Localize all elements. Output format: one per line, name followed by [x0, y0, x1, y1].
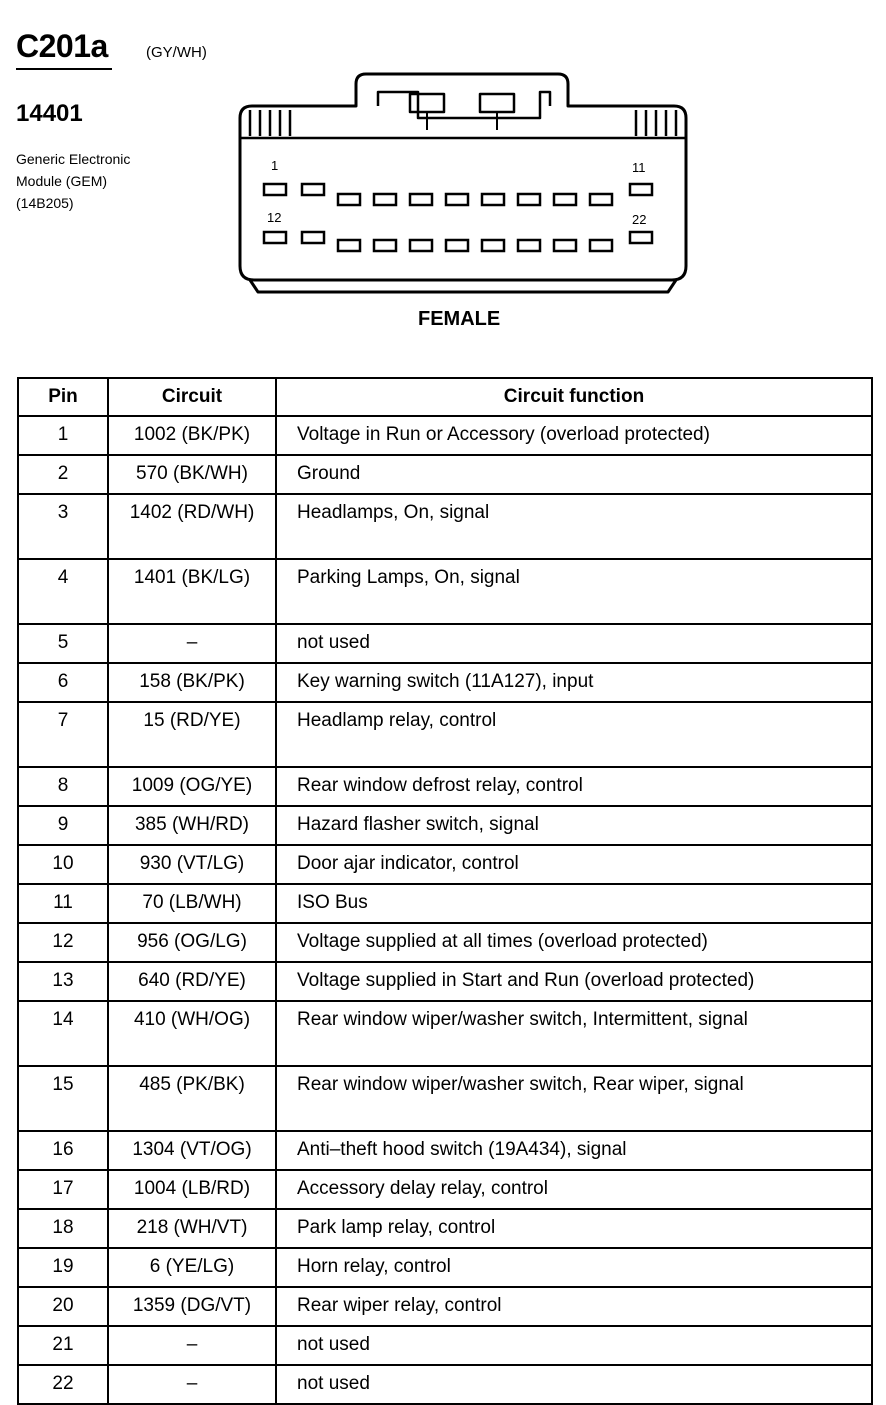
pin-cell: 17 [18, 1170, 108, 1209]
header-circuit-function: Circuit function [276, 378, 872, 416]
pin-cell: 12 [18, 923, 108, 962]
table-row [18, 767, 872, 806]
circuit-cell: 218 (WH/VT) [108, 1209, 276, 1248]
circuit-cell: 1359 (DG/VT) [108, 1287, 276, 1326]
pin-cell: 10 [18, 845, 108, 884]
pin-cell: 19 [18, 1248, 108, 1287]
pin-cell: 22 [18, 1365, 108, 1404]
table-row [18, 1066, 872, 1131]
function-cell: Rear wiper relay, control [276, 1287, 872, 1326]
wire-color: (GY/WH) [146, 44, 207, 61]
pin-cavity-21 [590, 240, 612, 251]
pin-cavity-18 [482, 240, 504, 251]
function-cell: Rear window wiper/washer switch, Rear wiper, signal [276, 1066, 872, 1131]
table-row [18, 806, 872, 845]
table-row [18, 624, 872, 663]
table-row [18, 1287, 872, 1326]
pin-cell: 16 [18, 1131, 108, 1170]
circuit-cell: 570 (BK/WH) [108, 455, 276, 494]
table-row [18, 1326, 872, 1365]
connector-face-diagram [228, 66, 698, 296]
table-row [18, 1131, 872, 1170]
function-cell: Park lamp relay, control [276, 1209, 872, 1248]
table-row [18, 1365, 872, 1404]
table-row [18, 845, 872, 884]
pin-cell: 20 [18, 1287, 108, 1326]
pin-cell: 2 [18, 455, 108, 494]
pin-cell: 6 [18, 663, 108, 702]
pin-cavity-2 [302, 184, 324, 195]
circuit-cell: – [108, 1326, 276, 1365]
circuit-cell: – [108, 1365, 276, 1404]
function-cell: not used [276, 1326, 872, 1365]
function-cell: not used [276, 624, 872, 663]
pin-cavity-10 [590, 194, 612, 205]
function-cell: Rear window wiper/washer switch, Intermittent, signal [276, 1001, 872, 1066]
pin-cell: 1 [18, 416, 108, 455]
connector-id: C201a [16, 28, 108, 64]
pin-cell: 11 [18, 884, 108, 923]
function-cell: ISO Bus [276, 884, 872, 923]
pinout-table [17, 377, 873, 1405]
pin-cell: 15 [18, 1066, 108, 1131]
pin-cavity-3 [338, 194, 360, 205]
table-row [18, 1248, 872, 1287]
circuit-cell: 1402 (RD/WH) [108, 494, 276, 559]
pin-cavity-7 [482, 194, 504, 205]
pin-label-11: 11 [632, 160, 646, 175]
function-cell: Ground [276, 455, 872, 494]
pin-cell: 7 [18, 702, 108, 767]
pin-cavity-22 [630, 232, 652, 243]
pin-cavity-11 [630, 184, 652, 195]
circuit-cell: 485 (PK/BK) [108, 1066, 276, 1131]
function-cell: Headlamp relay, control [276, 702, 872, 767]
pin-cell: 3 [18, 494, 108, 559]
connector-latch-channel [378, 92, 550, 118]
latch-block-right [480, 94, 514, 112]
header-circuit: Circuit [108, 378, 276, 416]
pin-cell: 18 [18, 1209, 108, 1248]
pin-label-12: 12 [267, 210, 282, 225]
connector-id-underline [16, 68, 112, 70]
table-row [18, 416, 872, 455]
table-row [18, 1001, 872, 1066]
circuit-cell: – [108, 624, 276, 663]
circuit-cell: 1002 (BK/PK) [108, 416, 276, 455]
table-row [18, 962, 872, 1001]
connector-gender-label: FEMALE [418, 308, 501, 330]
function-cell: Horn relay, control [276, 1248, 872, 1287]
pin-cavity-16 [410, 240, 432, 251]
pin-cavity-6 [446, 194, 468, 205]
pin-cavity-13 [302, 232, 324, 243]
header-pin: Pin [18, 378, 108, 416]
table-row [18, 923, 872, 962]
pin-cavity-20 [554, 240, 576, 251]
table-row [18, 1209, 872, 1248]
circuit-cell: 640 (RD/YE) [108, 962, 276, 1001]
table-row [18, 702, 872, 767]
pin-label-1: 1 [271, 158, 279, 173]
pin-label-22: 22 [632, 212, 647, 227]
circuit-cell: 70 (LB/WH) [108, 884, 276, 923]
pin-cavity-8 [518, 194, 540, 205]
pin-cavity-19 [518, 240, 540, 251]
function-cell: Key warning switch (11A127), input [276, 663, 872, 702]
function-cell: Parking Lamps, On, signal [276, 559, 872, 624]
function-cell: Voltage in Run or Accessory (overload protected) [276, 416, 872, 455]
pin-cell: 9 [18, 806, 108, 845]
connector-housing-outline [240, 74, 686, 280]
circuit-cell: 1004 (LB/RD) [108, 1170, 276, 1209]
pin-cell: 5 [18, 624, 108, 663]
pin-cavity-12 [264, 232, 286, 243]
pin-cavity-4 [374, 194, 396, 205]
circuit-cell: 410 (WH/OG) [108, 1001, 276, 1066]
pin-cell: 13 [18, 962, 108, 1001]
latch-block-left [410, 94, 444, 112]
pin-cavity-1 [264, 184, 286, 195]
description-line-1: Generic Electronic [16, 151, 131, 167]
circuit-cell: 956 (OG/LG) [108, 923, 276, 962]
circuit-cell: 158 (BK/PK) [108, 663, 276, 702]
table-row [18, 1170, 872, 1209]
pin-cell: 4 [18, 559, 108, 624]
function-cell: Anti–theft hood switch (19A434), signal [276, 1131, 872, 1170]
table-row [18, 559, 872, 624]
function-cell: Door ajar indicator, control [276, 845, 872, 884]
function-cell: Voltage supplied at all times (overload protected) [276, 923, 872, 962]
pin-cell: 14 [18, 1001, 108, 1066]
table-row [18, 455, 872, 494]
pin-cavity-14 [338, 240, 360, 251]
circuit-cell: 385 (WH/RD) [108, 806, 276, 845]
pin-cavity-17 [446, 240, 468, 251]
part-number: 14401 [16, 100, 83, 127]
circuit-cell: 15 (RD/YE) [108, 702, 276, 767]
module-description [16, 148, 130, 214]
circuit-cell: 1401 (BK/LG) [108, 559, 276, 624]
circuit-cell: 6 (YE/LG) [108, 1248, 276, 1287]
circuit-cell: 930 (VT/LG) [108, 845, 276, 884]
table-row [18, 494, 872, 559]
function-cell: Hazard flasher switch, signal [276, 806, 872, 845]
pin-cell: 8 [18, 767, 108, 806]
function-cell: not used [276, 1365, 872, 1404]
description-line-2: Module (GEM) [16, 173, 108, 189]
pin-cavity-9 [554, 194, 576, 205]
circuit-cell: 1009 (OG/YE) [108, 767, 276, 806]
pin-cell: 21 [18, 1326, 108, 1365]
description-line-3: (14B205) [16, 195, 74, 211]
table-row [18, 663, 872, 702]
pin-cavity-15 [374, 240, 396, 251]
function-cell: Headlamps, On, signal [276, 494, 872, 559]
table-header-row [18, 378, 872, 416]
table-row [18, 884, 872, 923]
function-cell: Rear window defrost relay, control [276, 767, 872, 806]
pin-cavity-5 [410, 194, 432, 205]
circuit-cell: 1304 (VT/OG) [108, 1131, 276, 1170]
function-cell: Accessory delay relay, control [276, 1170, 872, 1209]
function-cell: Voltage supplied in Start and Run (overload protected) [276, 962, 872, 1001]
connector-lower-lip [250, 280, 676, 292]
